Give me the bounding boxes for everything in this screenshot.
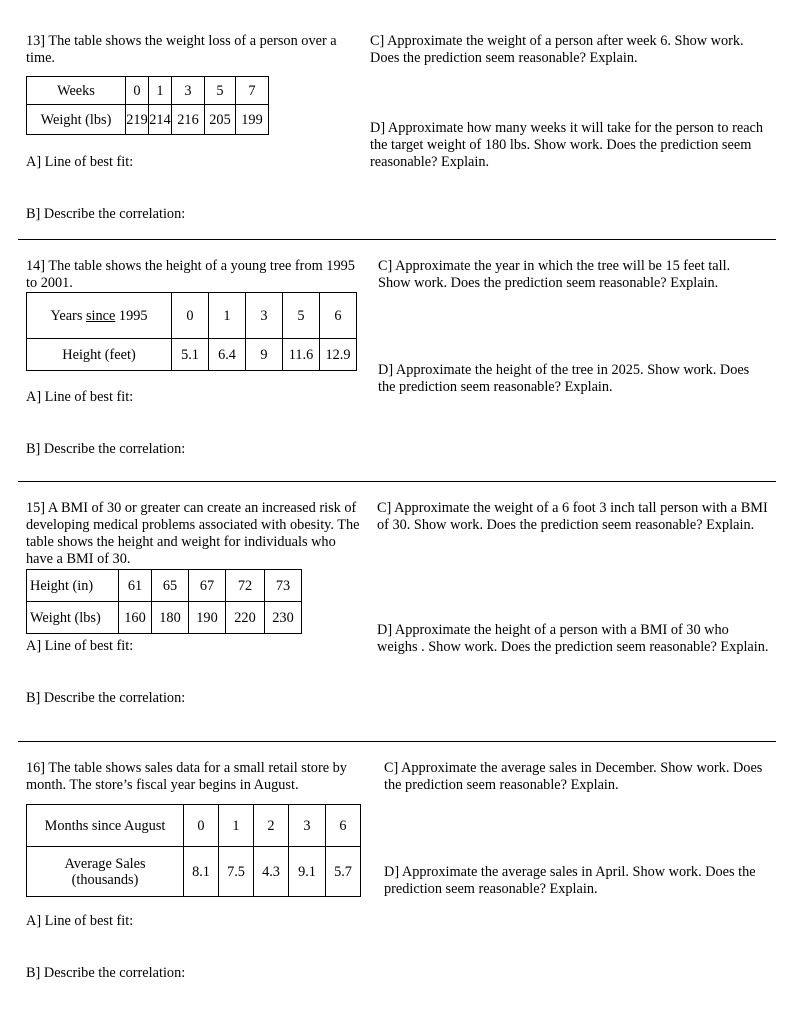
table-cell: 6 (326, 805, 361, 847)
table-cell: 220 (226, 602, 265, 634)
problem-16-table (26, 804, 361, 897)
table-header-underlined-text: since (85, 307, 116, 324)
table-cell: 6 (320, 293, 357, 339)
section-divider (18, 481, 776, 482)
problem-15-part-a: A] Line of best fit: (26, 638, 134, 654)
problem-13-part-d: D] Approximate how many weeks it will take for the person to reach the target weight of 180 lbs. Show work. Does the prediction seem reasonable? Explain. (370, 120, 764, 170)
table-cell: 199 (236, 105, 269, 135)
problem-15-part-d: D] Approximate the height of a person with a BMI of 30 who weighs . Show work. Does the prediction seem reasonable? Explain. (377, 622, 769, 655)
table-cell: 73 (265, 570, 302, 602)
table-cell: 0 (126, 77, 149, 105)
table-cell: 1 (219, 805, 254, 847)
table-cell: 3 (172, 77, 205, 105)
section-divider (18, 239, 776, 240)
table-cell: 5 (283, 293, 320, 339)
table-header: Height (feet) (27, 339, 172, 371)
table-cell: 3 (246, 293, 283, 339)
table-cell: 216 (172, 105, 205, 135)
table-header: Weight (lbs) (27, 602, 119, 634)
problem-16-part-b: B] Describe the correlation: (26, 965, 186, 981)
table-header: Weight (lbs) (27, 105, 126, 135)
table-cell: 12.9 (320, 339, 357, 371)
table-cell: 67 (189, 570, 226, 602)
table-cell: 7.5 (219, 847, 254, 897)
problem-16-part-a: A] Line of best fit: (26, 913, 134, 929)
problem-13-part-a: A] Line of best fit: (26, 154, 134, 170)
table-cell: 5.1 (172, 339, 209, 371)
table-cell: 5.7 (326, 847, 361, 897)
table-cell: 180 (152, 602, 189, 634)
problem-14-part-d: D] Approximate the height of the tree in 2025. Show work. Does the prediction seem reasonable? Explain. (378, 362, 750, 395)
problem-15-table (26, 569, 302, 634)
problem-16-part-c: C] Approximate the average sales in December. Show work. Does the prediction seem reasonable? Explain. (384, 760, 763, 793)
problem-13-prompt: 13] The table shows the weight loss of a person over a time. (26, 33, 337, 66)
table-cell: 7 (236, 77, 269, 105)
problem-13-part-b: B] Describe the correlation: (26, 206, 186, 222)
problem-15-part-c: C] Approximate the weight of a 6 foot 3 inch tall person with a BMI of 30. Show work. Does the prediction seem reasonable? Explain. (377, 500, 768, 533)
problem-14-part-b: B] Describe the correlation: (26, 441, 186, 457)
problem-14-part-c: C] Approximate the year in which the tree will be 15 feet tall. Show work. Does the prediction seem reasonable? Explain. (378, 258, 731, 291)
table-cell: 1 (209, 293, 246, 339)
table-cell: 8.1 (184, 847, 219, 897)
table-header: Height (in) (27, 570, 119, 602)
table-cell: 0 (184, 805, 219, 847)
table-header-text: Years (50, 307, 86, 324)
table-cell: 61 (119, 570, 152, 602)
problem-16-prompt: 16] The table shows sales data for a small retail store by month. The store’s fiscal year begins in August. (26, 760, 347, 793)
table-header: Weeks (27, 77, 126, 105)
problem-14-table (26, 292, 357, 371)
table-header: Average Sales (thousands) (27, 847, 184, 897)
table-cell: 4.3 (254, 847, 289, 897)
table-cell: 2 (254, 805, 289, 847)
table-cell: 5 (205, 77, 236, 105)
table-cell: 11.6 (283, 339, 320, 371)
table-cell: 205 (205, 105, 236, 135)
section-divider (18, 741, 776, 742)
table-cell: 0 (172, 293, 209, 339)
problem-16-part-d: D] Approximate the average sales in April. Show work. Does the prediction seem reasonable? Explain. (384, 864, 756, 897)
table-cell: 214 (149, 105, 172, 135)
table-cell: 9 (246, 339, 283, 371)
problem-15-part-b: B] Describe the correlation: (26, 690, 186, 706)
problem-14-prompt: 14] The table shows the height of a young tree from 1995 to 2001. (26, 258, 355, 291)
table-cell: 190 (189, 602, 226, 634)
problem-13-part-c: C] Approximate the weight of a person after week 6. Show work. Does the prediction seem reasonable? Explain. (370, 33, 744, 66)
table-cell: 9.1 (289, 847, 326, 897)
problem-13-table (26, 76, 269, 135)
table-cell: 1 (149, 77, 172, 105)
table-cell: 160 (119, 602, 152, 634)
problem-15-prompt: 15] A BMI of 30 or greater can create an increased risk of developing medical problems associated with obesity. The table shows the height and weight for individuals who have a BMI of 30. (26, 500, 360, 567)
table-cell: 6.4 (209, 339, 246, 371)
table-cell: 3 (289, 805, 326, 847)
table-header (27, 293, 172, 339)
table-cell: 219 (126, 105, 149, 135)
table-cell: 72 (226, 570, 265, 602)
table-cell: 65 (152, 570, 189, 602)
table-header-text: 1995 (115, 307, 148, 324)
table-header: Months since August (27, 805, 184, 847)
problem-14-part-a: A] Line of best fit: (26, 389, 134, 405)
table-cell: 230 (265, 602, 302, 634)
